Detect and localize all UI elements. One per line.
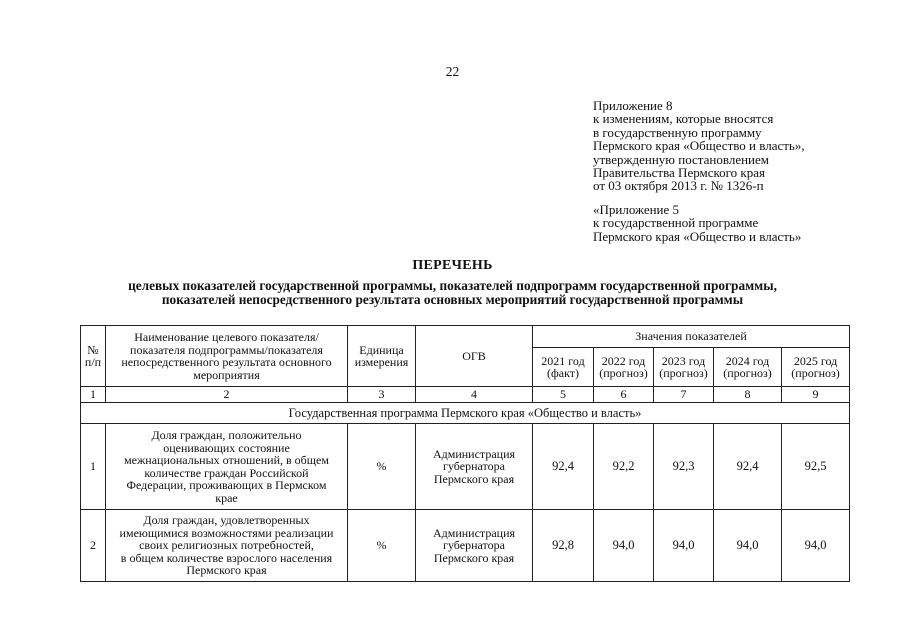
header-values-group: Значения показателей xyxy=(533,326,850,348)
row-value-2025: 92,5 xyxy=(782,424,850,510)
appendix-5-line: Пермского края «Общество и власть» xyxy=(593,228,802,244)
appendix-5-line: «Приложение 5 xyxy=(593,202,680,217)
row-unit: % xyxy=(348,424,416,510)
column-index: 8 xyxy=(714,387,782,403)
document-title: ПЕРЕЧЕНЬ xyxy=(412,258,493,273)
header-year-2021: 2021 год (факт) xyxy=(533,348,594,387)
appendix-8-line: от 03 октября 2013 г. № 1326-п xyxy=(593,178,764,194)
row-indicator-name: Доля граждан, удовлетворенных имеющимися возможностями реализации своих религиозных потребностей, в общем количестве взрослого населения Пермского края xyxy=(106,510,348,582)
document-subtitle-line: показателей непосредственного результата основных мероприятий государственной программы xyxy=(161,291,744,307)
appendix-8-line: к изменениям, которые вносятся xyxy=(593,111,774,127)
row-number: 2 xyxy=(81,510,106,582)
header-year-2024: 2024 год (прогноз) xyxy=(714,348,782,387)
table-row xyxy=(81,510,850,582)
column-index-row xyxy=(81,387,850,403)
row-value-2021: 92,8 xyxy=(533,510,594,582)
column-index: 2 xyxy=(106,387,348,403)
header-indicator-name: Наименование целевого показателя/ показателя подпрограммы/показателя непосредственного результата основного мероприятия xyxy=(106,326,348,387)
row-unit: % xyxy=(348,510,416,582)
row-value-2022: 94,0 xyxy=(594,510,654,582)
table-header-row xyxy=(81,326,850,348)
row-ogb: Администрация губернатора Пермского края xyxy=(416,510,533,582)
indicators-table xyxy=(80,325,850,582)
column-index: 4 xyxy=(416,387,533,403)
appendix-8-line: в государственную программу xyxy=(593,124,762,140)
row-indicator-name: Доля граждан, положительно оценивающих состояние межнациональных отношений, в общем количестве граждан Российской Федерации, проживающих в Пермском крае xyxy=(106,424,348,510)
header-year-2022: 2022 год (прогноз) xyxy=(594,348,654,387)
appendix-8-line: Правительства Пермского края xyxy=(593,165,765,181)
header-ogb: ОГВ xyxy=(416,326,533,387)
row-value-2024: 92,4 xyxy=(714,424,782,510)
row-value-2024: 94,0 xyxy=(714,510,782,582)
column-index: 5 xyxy=(533,387,594,403)
table-row xyxy=(81,424,850,510)
document-subtitle-line: целевых показателей государственной программы, показателей подпрограмм государственной программы, xyxy=(128,278,777,293)
column-index: 1 xyxy=(81,387,106,403)
row-value-2023: 94,0 xyxy=(654,510,714,582)
appendix-8-line: утвержденную постановлением xyxy=(593,151,770,167)
row-value-2022: 92,2 xyxy=(594,424,654,510)
page-number: 22 xyxy=(445,64,460,79)
row-value-2021: 92,4 xyxy=(533,424,594,510)
column-index: 3 xyxy=(348,387,416,403)
section-title: Государственная программа Пермского края «Общество и власть» xyxy=(81,403,850,424)
appendix-5-block xyxy=(593,203,801,243)
column-index: 6 xyxy=(594,387,654,403)
appendix-5-line: к государственной программе xyxy=(593,215,759,231)
header-year-2023: 2023 год (прогноз) xyxy=(654,348,714,387)
row-number: 1 xyxy=(81,424,106,510)
header-unit: Единица измерения xyxy=(348,326,416,387)
header-year-2025: 2025 год (прогноз) xyxy=(782,348,850,387)
row-value-2025: 94,0 xyxy=(782,510,850,582)
header-number: № п/п xyxy=(81,326,106,387)
appendix-8-block xyxy=(593,99,805,193)
column-index: 9 xyxy=(782,387,850,403)
document-subtitle xyxy=(40,279,865,306)
column-index: 7 xyxy=(654,387,714,403)
row-value-2023: 92,3 xyxy=(654,424,714,510)
appendix-8-line: Пермского края «Общество и власть», xyxy=(593,138,805,154)
appendix-8-line: Приложение 8 xyxy=(593,98,673,113)
section-row xyxy=(81,403,850,424)
row-ogb: Администрация губернатора Пермского края xyxy=(416,424,533,510)
